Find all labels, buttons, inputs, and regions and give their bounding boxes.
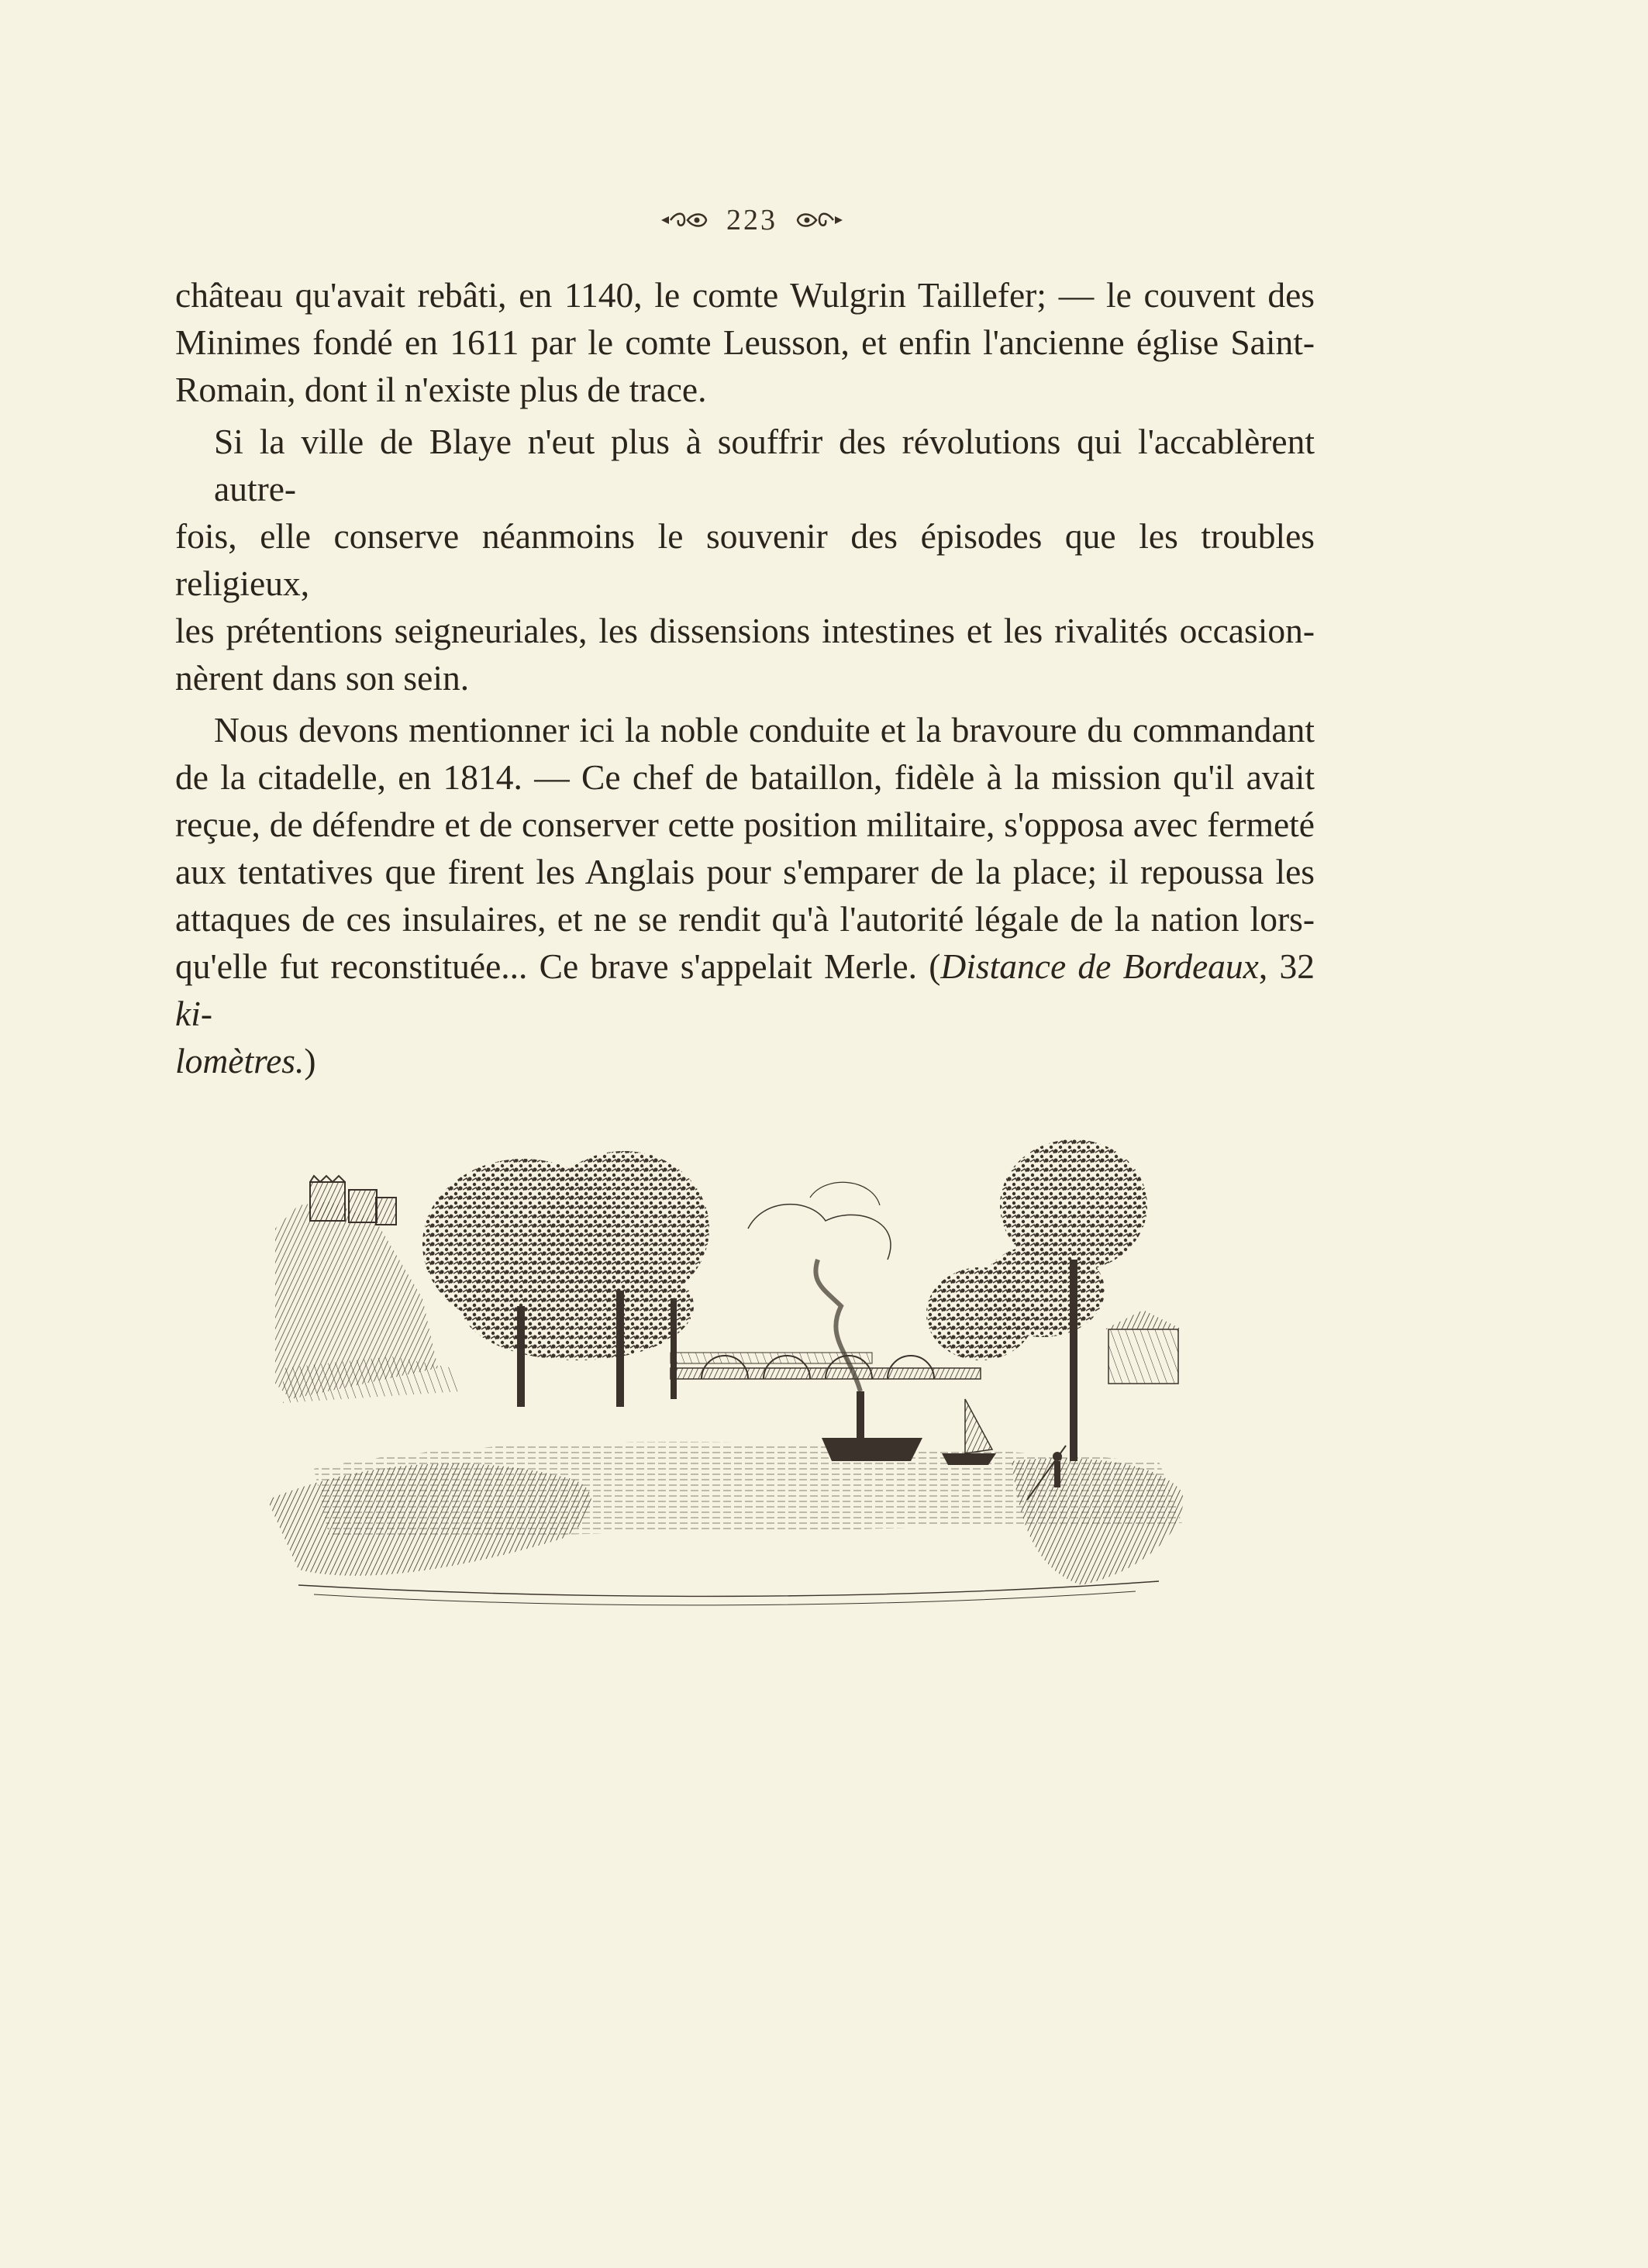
bridge — [671, 1353, 981, 1379]
body-text — [175, 271, 1315, 1084]
text-line: Si la ville de Blaye n'eut plus à souffrir des révolutions qui l'accablèrent autre- — [214, 422, 1315, 508]
distance-label: Distance de Bordeaux — [940, 946, 1259, 986]
tree-cluster-left — [422, 1151, 709, 1407]
distance-unit-start: ki- — [175, 994, 212, 1033]
text-line: Romain, dont il n'existe plus de trace. — [175, 370, 707, 409]
text-line — [175, 1037, 1315, 1084]
right-flourish-icon — [791, 209, 846, 232]
paragraph-1 — [175, 271, 1315, 413]
landscape-engraving — [267, 1136, 1240, 1616]
engraving-illustration — [267, 1136, 1240, 1616]
text-line: Minimes fondé en 1611 par le comte Leusson, et enfin l'ancienne église Saint- — [175, 322, 1315, 362]
paragraph-2 — [175, 418, 1315, 701]
text-line: attaques de ces insulaires, et ne se rendit qu'à l'autorité légale de la nation lors- — [175, 899, 1315, 939]
text-line: château qu'avait rebâti, en 1140, le comte Wulgrin Taillefer; — le couvent des — [175, 275, 1315, 315]
text-line: reçue, de défendre et de conserver cette position militaire, s'opposa avec fermeté — [175, 805, 1315, 844]
text-run: qu'elle fut reconstituée... Ce brave s'appelait Merle. ( — [175, 946, 941, 986]
tree-cluster-right — [926, 1139, 1147, 1461]
text-run: ) — [304, 1041, 316, 1081]
text-line: les prétentions seigneuriales, les dissensions intestines et les rivalités occasion- — [175, 611, 1315, 650]
distance-unit-end: lomètres. — [175, 1041, 305, 1081]
paragraph-3 — [175, 706, 1315, 1084]
left-flourish-icon — [658, 209, 712, 232]
text-line: Nous devons mentionner ici la noble conduite et la bravoure du commandant — [214, 710, 1315, 750]
text-run: , 32 — [1258, 946, 1315, 986]
houses-right — [1105, 1310, 1182, 1384]
castle-ruins — [310, 1176, 396, 1225]
page-header — [0, 203, 1504, 237]
text-line: aux tentatives que firent les Anglais pour s'emparer de la place; il repoussa les — [175, 852, 1315, 891]
text-line: fois, elle conserve néanmoins le souvenir des épisodes que les troubles religieux, — [175, 516, 1315, 603]
page-number: 223 — [726, 204, 777, 236]
text-line: nèrent dans son sein. — [175, 658, 470, 698]
text-line — [175, 943, 1315, 1037]
text-line: de la citadelle, en 1814. — Ce chef de bataillon, fidèle à la mission qu'il avait — [175, 757, 1315, 797]
sky-clouds — [748, 1182, 891, 1260]
